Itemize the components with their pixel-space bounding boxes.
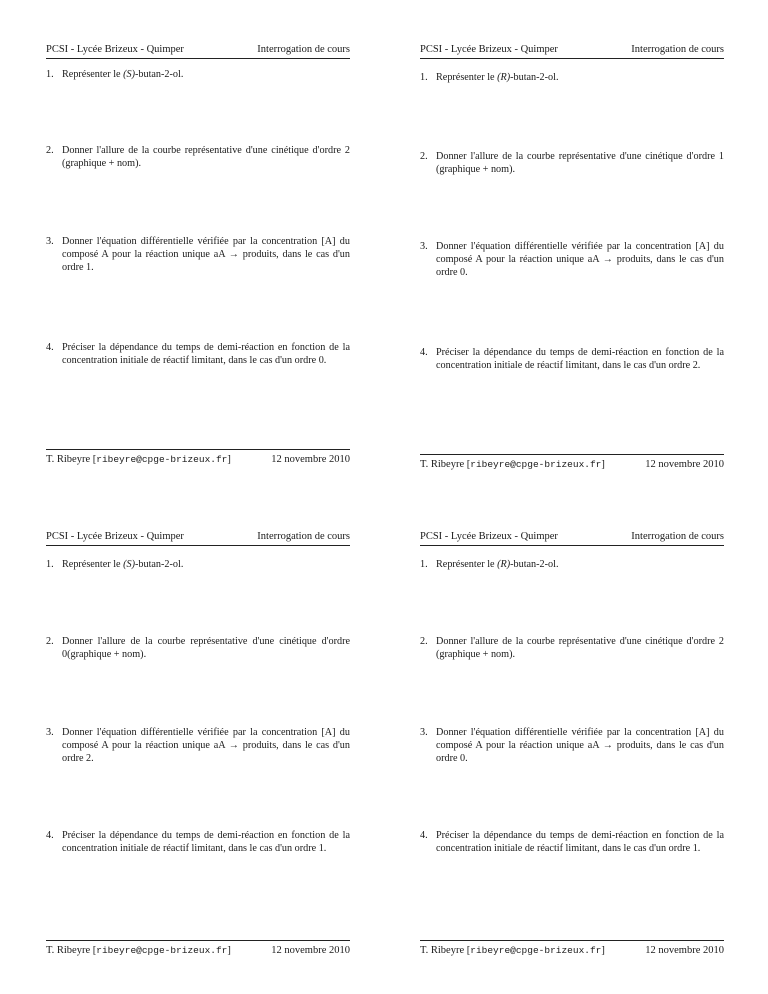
question-1: 1. Représenter le (S)-butan-2-ol. (46, 559, 184, 570)
quiz-card-bottom-left (46, 531, 350, 961)
footer-author: T. Ribeyre [ribeyre@cpge-brizeux.fr] (420, 459, 605, 470)
header-school: PCSI - Lycée Brizeux - Quimper (420, 531, 558, 542)
header-title: Interrogation de cours (257, 531, 350, 542)
question-4: 4. Préciser la dépendance du temps de demi-réaction en fonction de la concentration initiale de réactif limitant, dans le cas d'un ordre 1. (420, 830, 724, 854)
question-3: 3. Donner l'équation différentielle vérifiée par la concentration [A] du composé A pour la réaction unique aA → produits, dans le cas d'un ordre 1. (46, 236, 350, 273)
question-4: 4. Préciser la dépendance du temps de demi-réaction en fonction de la concentration initiale de réactif limitant, dans le cas d'un ordre 1. (46, 830, 350, 854)
footer-author: T. Ribeyre [ribeyre@cpge-brizeux.fr] (46, 454, 231, 465)
card-footer (420, 940, 724, 959)
question-3: 3. Donner l'équation différentielle vérifiée par la concentration [A] du composé A pour la réaction unique aA → produits, dans le cas d'un ordre 0. (420, 241, 724, 278)
footer-author: T. Ribeyre [ribeyre@cpge-brizeux.fr] (420, 945, 605, 956)
header-title: Interrogation de cours (631, 531, 724, 542)
question-3: 3. Donner l'équation différentielle vérifiée par la concentration [A] du composé A pour la réaction unique aA → produits, dans le cas d'un ordre 2. (46, 727, 350, 764)
quiz-card-bottom-right (420, 531, 724, 961)
card-header (46, 531, 350, 546)
question-1: 1. Représenter le (R)-butan-2-ol. (420, 559, 559, 570)
question-2: 2. Donner l'allure de la courbe représentative d'une cinétique d'ordre 1 (graphique + nom). (420, 151, 724, 175)
question-2: 2. Donner l'allure de la courbe représentative d'une cinétique d'ordre 2 (graphique + nom). (420, 636, 724, 660)
card-footer (46, 449, 350, 468)
quiz-card-top-left (46, 44, 350, 469)
card-footer (420, 454, 724, 473)
card-header (420, 531, 724, 546)
question-4: 4. Préciser la dépendance du temps de demi-réaction en fonction de la concentration initiale de réactif limitant, dans le cas d'un ordre 2. (420, 347, 724, 371)
question-2: 2. Donner l'allure de la courbe représentative d'une cinétique d'ordre 2 (graphique + nom). (46, 145, 350, 169)
footer-email: ribeyre@cpge-brizeux.fr (96, 945, 228, 956)
footer-date: 12 novembre 2010 (271, 945, 350, 956)
header-title: Interrogation de cours (257, 44, 350, 55)
footer-date: 12 novembre 2010 (645, 459, 724, 470)
footer-date: 12 novembre 2010 (645, 945, 724, 956)
footer-email: ribeyre@cpge-brizeux.fr (96, 454, 228, 465)
question-1: 1. Représenter le (S)-butan-2-ol. (46, 69, 184, 80)
question-1: 1. Représenter le (R)-butan-2-ol. (420, 72, 559, 83)
footer-author: T. Ribeyre [ribeyre@cpge-brizeux.fr] (46, 945, 231, 956)
card-header (46, 44, 350, 59)
question-4: 4. Préciser la dépendance du temps de demi-réaction en fonction de la concentration initiale de réactif limitant, dans le cas d'un ordre 0. (46, 342, 350, 366)
question-3: 3. Donner l'équation différentielle vérifiée par la concentration [A] du composé A pour la réaction unique aA → produits, dans le cas d'un ordre 0. (420, 727, 724, 764)
footer-email: ribeyre@cpge-brizeux.fr (470, 945, 602, 956)
header-school: PCSI - Lycée Brizeux - Quimper (420, 44, 558, 55)
header-school: PCSI - Lycée Brizeux - Quimper (46, 44, 184, 55)
footer-email: ribeyre@cpge-brizeux.fr (470, 459, 602, 470)
quiz-card-top-right (420, 44, 724, 474)
footer-date: 12 novembre 2010 (271, 454, 350, 465)
header-school: PCSI - Lycée Brizeux - Quimper (46, 531, 184, 542)
question-2: 2. Donner l'allure de la courbe représentative d'une cinétique d'ordre 0(graphique + nom). (46, 636, 350, 660)
header-title: Interrogation de cours (631, 44, 724, 55)
card-footer (46, 940, 350, 959)
card-header (420, 44, 724, 59)
